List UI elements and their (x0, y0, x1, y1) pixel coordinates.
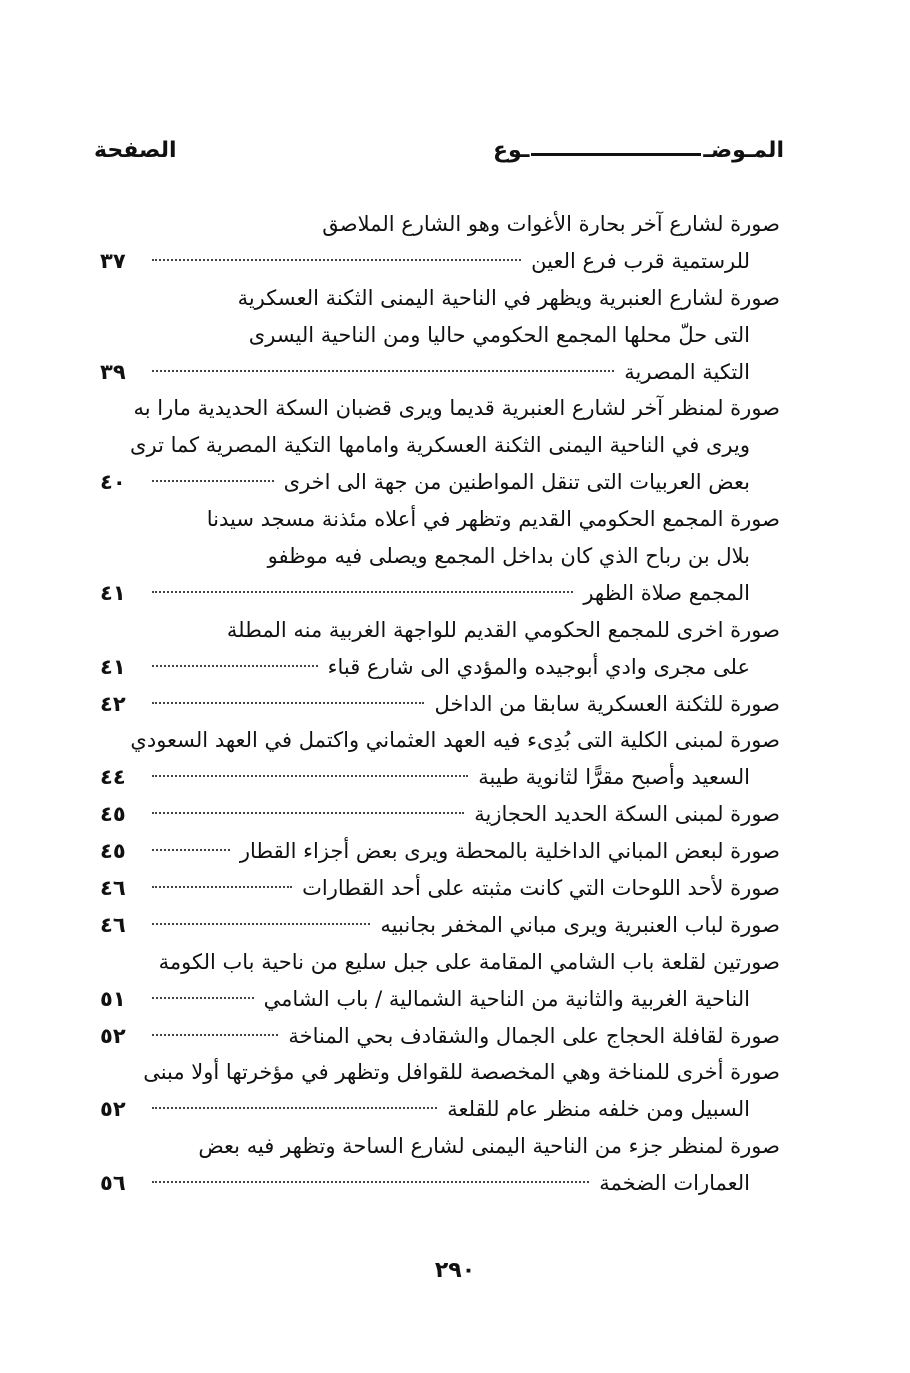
toc-entry (100, 1128, 780, 1202)
entry-text: صورتين لقلعة باب الشامي المقامة على جبل سليع من ناحية باب الكومة (158, 949, 780, 974)
entry-text: العمارات الضخمة (599, 1171, 750, 1196)
entry-first-line (100, 390, 780, 427)
topic-heading-start: المـوضـ (703, 138, 784, 163)
entry-continuation-line (100, 1165, 780, 1202)
entry-page-number: ٤٦ (100, 912, 126, 937)
entry-page-number: ٣٩ (100, 359, 126, 384)
topic-column-heading (493, 138, 784, 163)
entry-page-number: ٤١ (100, 654, 126, 679)
entry-continuation-line (100, 649, 780, 686)
dot-leader (152, 849, 230, 851)
entry-continuation-line (100, 427, 780, 464)
entry-page-number: ٤١ (100, 580, 126, 605)
entry-continuation-line (100, 354, 780, 391)
dot-leader (152, 370, 614, 372)
entry-text: صورة لقافلة الحجاج على الجمال والشقادف بحي المناخة (288, 1023, 780, 1048)
entry-continuation-line (100, 538, 780, 575)
dot-leader (152, 665, 318, 667)
entry-continuation-line (100, 759, 780, 796)
entry-continuation-line (100, 981, 780, 1018)
entry-first-line (100, 944, 780, 981)
entry-text: السبيل ومن خلفه منظر عام للقلعة (447, 1097, 750, 1122)
toc-entry (100, 722, 780, 796)
entry-continuation-line (100, 464, 780, 501)
entry-continuation-line (100, 317, 780, 354)
entry-text: بلال بن رباح الذي كان بداخل المجمع ويصلى فيه موظفو (267, 544, 750, 569)
dot-leader (152, 775, 468, 777)
entry-page-number: ٤٥ (100, 839, 126, 864)
toc-entry (100, 390, 780, 501)
page-column-heading: الصفحة (94, 138, 177, 163)
dot-leader (152, 1107, 437, 1109)
entry-text: صورة المجمع الحكومي القديم وتظهر في أعلاه مئذنة مسجد سيدنا (206, 507, 780, 532)
entry-first-line (100, 686, 780, 723)
entry-page-number: ٤٠ (100, 470, 126, 495)
entry-page-number: ٤٢ (100, 691, 126, 716)
entry-text: التكية المصرية (624, 359, 750, 384)
entry-page-number: ٤٤ (100, 765, 126, 790)
entry-first-line (100, 612, 780, 649)
entry-text: صورة لباب العنبرية ويرى مباني المخفر بجانبيه (380, 912, 780, 937)
toc-entry (100, 907, 780, 944)
entry-page-number: ٥٦ (100, 1171, 126, 1196)
entry-text: صورة لمنظر آخر لشارع العنبرية قديما ويرى قضبان السكة الحديدية مارا به (133, 396, 780, 421)
toc-entry (100, 1054, 780, 1128)
page-number: ٢٩٠ (434, 1258, 476, 1283)
toc-entry (100, 870, 780, 907)
toc-entry (100, 501, 780, 612)
entry-first-line (100, 501, 780, 538)
dot-leader (152, 702, 424, 704)
entry-text: السعيد وأصبح مقرًّا لثانوية طيبة (478, 765, 750, 790)
entry-first-line (100, 1054, 780, 1091)
dot-leader (152, 1181, 589, 1183)
entry-text: صورة لأحد اللوحات التي كانت مثبته على أحد القطارات (302, 876, 780, 901)
dot-leader (152, 997, 254, 999)
dot-leader (152, 480, 274, 482)
entry-text: صورة لشارع آخر بحارة الأغوات وهو الشارع الملاصق (322, 212, 780, 236)
entry-text: الناحية الغربية والثانية من الناحية الشمالية / باب الشامي (263, 986, 750, 1011)
entry-first-line (100, 796, 780, 833)
entry-first-line (100, 1128, 780, 1165)
entry-text: التى حلّ محلها المجمع الحكومي حاليا ومن الناحية اليسرى (248, 322, 750, 347)
dot-leader (152, 923, 370, 925)
entry-page-number: ٥٢ (100, 1023, 126, 1048)
dot-leader (152, 591, 573, 593)
toc-entry (100, 612, 780, 686)
toc-entry (100, 206, 780, 280)
dot-leader (152, 1034, 278, 1036)
toc-header (94, 138, 784, 174)
dot-leader (152, 259, 521, 261)
entry-text: صورة لبعض المباني الداخلية بالمحطة ويرى بعض أجزاء القطار (239, 839, 780, 864)
entry-text: على مجرى وادي أبوجيده والمؤدي الى شارع قباء (327, 654, 750, 679)
dot-leader (152, 812, 464, 814)
entry-text: صورة اخرى للمجمع الحكومي القديم للواجهة الغربية منه المطلة (226, 617, 780, 642)
entry-text: صورة لمنظر جزء من الناحية اليمنى لشارع الساحة وتظهر فيه بعض (198, 1134, 780, 1159)
entry-page-number: ٤٥ (100, 802, 126, 827)
entry-text: صورة لشارع العنبرية ويظهر في الناحية اليمنى الثكنة العسكرية (237, 285, 780, 310)
toc-entry (100, 1018, 780, 1055)
entry-text: المجمع صلاة الظهر (583, 580, 750, 605)
entry-page-number: ٤٦ (100, 876, 126, 901)
toc-entry (100, 796, 780, 833)
entry-text: بعض العربيات التى تنقل المواطنين من جهة الى اخرى (283, 470, 750, 495)
toc-list (100, 206, 780, 1202)
entry-page-number: ٥١ (100, 986, 126, 1011)
entry-first-line (100, 722, 780, 759)
entry-continuation-line (100, 1091, 780, 1128)
dot-leader (152, 886, 292, 888)
entry-text: صورة للثكنة العسكرية سابقا من الداخل (434, 691, 780, 716)
entry-first-line (100, 907, 780, 944)
entry-text: صورة لمبنى السكة الحديد الحجازية (474, 802, 780, 827)
entry-first-line (100, 1018, 780, 1055)
entry-continuation-line (100, 243, 780, 280)
entry-page-number: ٣٧ (100, 248, 126, 273)
toc-entry (100, 833, 780, 870)
entry-text: ويرى في الناحية اليمنى الثكنة العسكرية وامامها التكية المصرية كما ترى (130, 433, 750, 458)
entry-text: صورة أخرى للمناخة وهي المخصصة للقوافل وتظهر في مؤخرتها أولا مبنى (143, 1060, 780, 1085)
entry-first-line (100, 206, 780, 243)
entry-first-line (100, 280, 780, 317)
entry-first-line (100, 870, 780, 907)
toc-entry (100, 944, 780, 1018)
entry-page-number: ٥٢ (100, 1097, 126, 1122)
entry-text: للرستمية قرب فرع العين (531, 248, 750, 273)
toc-entry (100, 280, 780, 391)
entry-first-line (100, 833, 780, 870)
entry-text: صورة لمبنى الكلية التى بُدِىء فيه العهد العثماني واكتمل في العهد السعودي (130, 728, 780, 753)
toc-entry (100, 686, 780, 723)
heading-rule (531, 153, 701, 156)
topic-heading-end: ـوع (493, 138, 530, 163)
entry-continuation-line (100, 575, 780, 612)
